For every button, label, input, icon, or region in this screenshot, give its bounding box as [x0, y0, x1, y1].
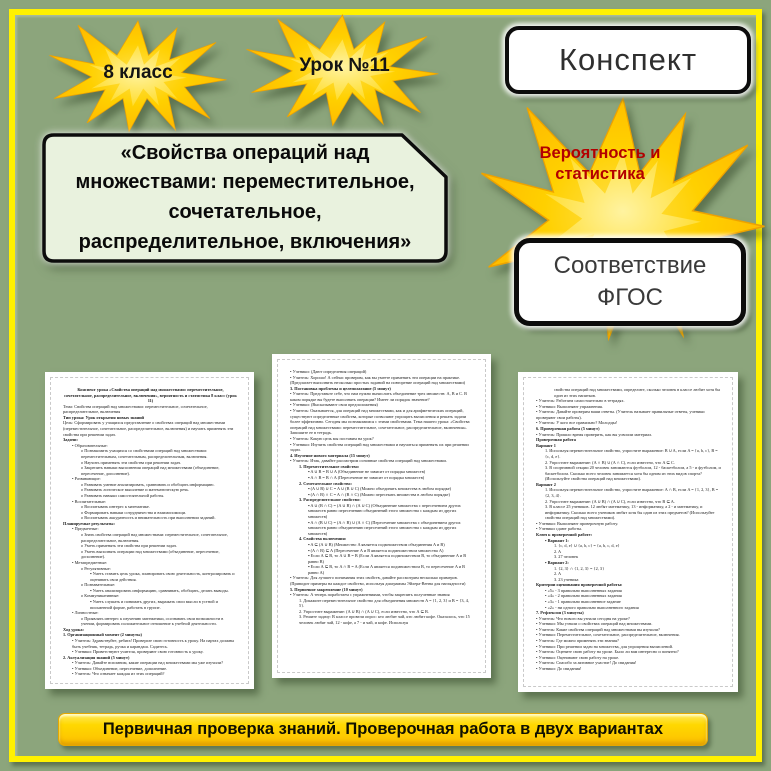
- lesson-title-box: [40, 131, 450, 265]
- page-text-line: • Ученики: (Дают определения операций): [290, 369, 367, 374]
- page-text-line: o Уметь применять эти свойства при решении задач.: [81, 543, 178, 549]
- page-text-line: ▪ A ⊆ (A ∪ B) (Множество A является подмножеством объединения A и B): [308, 541, 445, 547]
- page-text-line: • «3» - 1 правильно выполненное задание: [545, 598, 621, 604]
- page-text-line: Проверочная работа: [536, 437, 576, 443]
- page-text-line: o Уметь выполнять операции над множествами (объединение, пересечение, дополнение).: [81, 548, 220, 560]
- page-text-line: 1. Организационный момент (2 минуты): [63, 632, 142, 638]
- page-text-line: 3. 23 ученика: [554, 576, 579, 582]
- page-text-line: • Ученики: Объединение, пересечение, дополнение.: [72, 665, 168, 671]
- page-text-line: 7. Рефлексия (3 минуты): [536, 610, 584, 616]
- page-text-line: 3. Распределительное свойство:: [299, 497, 361, 503]
- bottom-banner-label: Первичная проверка знаний. Проверочная работа в двух вариантах: [102, 720, 664, 738]
- page-text-line: • Учитель: Представьте себе, что нам нужно вычислить объединение трех множеств: A, B и C. В каком порядке вы будете выполнять операции? Имеет ли порядок значение?: [290, 391, 467, 402]
- page-text-line: o Научить применять эти свойства при решении задач.: [81, 459, 182, 465]
- page-text-line: • Образовательные:: [72, 442, 108, 448]
- page-content: [277, 359, 486, 673]
- page-text-line: Вариант 2: [536, 481, 556, 487]
- page-text-line: 3. Решите задачу: В классе провели опрос: кто любит чай, кто любит кофе. Оказалось, что 15 человек любят чай, 12 - кофе, а 7 - и чай, и кофе. Используя: [299, 614, 470, 626]
- page-text-line: • Предметные:: [72, 526, 99, 532]
- page-text-line: 2. A: [554, 548, 562, 554]
- page-text-line: • Учитель: Где можно применять эти знания?: [536, 638, 619, 644]
- page-text-line: 1. {c, d, e} ∪ {a, b, c} = {a, b, c, d, e}: [554, 543, 620, 549]
- page-text-line: • Ученики: Мы узнали о свойствах операций над множествами.: [536, 621, 653, 627]
- lesson-badge-label: Урок №11: [299, 54, 390, 76]
- page-text-line: • Метапредметные:: [72, 559, 108, 565]
- page-text-line: o Закрепить навыки выполнения операций над множествами (объединение, пересечение, дополнение).: [81, 465, 220, 476]
- page-text-line: o Воспитывать аккуратность и внимательность при выполнении заданий.: [81, 515, 216, 521]
- page-text-line: • Учитель: Хорошо! А сейчас проверим, как вы умеете применять эти операции на практике. (Предлагает выполнить несколько простых заданий на повторение операций над множествами): [290, 374, 466, 386]
- page-text-line: • Учитель: Оцените свою работу на уроке. Было ли вам интересно и понятно?: [536, 649, 679, 655]
- page-text-line: • Ученики: Оценивают свою работу на уроке.: [536, 654, 620, 660]
- page-text-line: • Учитель: Работаем самостоятельно в тетрадях.: [536, 398, 625, 404]
- page-text-line: 6. Проверочная работа (5 минут): [536, 426, 600, 432]
- page-text-line: o Развивать навыки самостоятельной работы.: [81, 492, 165, 498]
- document-page-preview: [272, 354, 491, 678]
- page-text-line: • Личностные:: [72, 610, 99, 616]
- page-text-line: • Учитель: У кого все правильно? Молодцы!: [536, 420, 618, 426]
- page-text-line: • Ученики: Приветствуют учителя, проверяют свою готовность к уроку.: [72, 649, 204, 655]
- page-text-line: Ход урока:: [63, 626, 84, 632]
- page-text-line: o Познакомить учащихся со свойствами операций над множествами: переместительным, сочетательным, распределительным, включения.: [81, 448, 208, 459]
- page-text-line: o Развивать умение анализировать, сравнивать и обобщать информацию.: [81, 481, 215, 487]
- page-text-line: • Ученики: Выполняют проверочную работу.: [536, 520, 619, 526]
- page-text-line: • Учитель: Что нового вы узнали сегодня на уроке?: [536, 615, 630, 621]
- page-text-line: o Регулятивные:: [81, 565, 111, 571]
- page-text-line: ▪ A ∪ B = B ∪ A (Объединение не зависит от порядка множеств): [308, 469, 426, 475]
- page-text-line: Тема: Свойства операций над множествами: переместительное, сочетательное, распределительное, включения: [63, 403, 208, 415]
- page-text-line: 3. В классе 25 учеников. 12 любят математику, 13 - информатику, а 2 - и математику, и информатику. Сколько всего учеников любят хотя бы один из этих предметов? (Используйте свойства операций над множествами).: [545, 504, 715, 521]
- bottom-banner: [58, 713, 708, 746]
- page-text-line: o Познавательные:: [81, 582, 116, 588]
- page-text-line: ▪ Если A ⊆ B, то A ∩ B = A (Если A является подмножеством B, то пересечение A и B равно A): [308, 564, 466, 575]
- page-text-line: 3. 27 человек: [554, 554, 579, 560]
- page-text-line: 2. A: [554, 571, 562, 577]
- page-content: [523, 377, 733, 687]
- page-text-line: • Учитель: Давайте вспомним, какие операции над множествами мы уже изучили?: [72, 660, 224, 666]
- page-text-line: Критерии оценивания проверочной работы:: [536, 582, 623, 588]
- page-text-line: Планируемые результаты:: [63, 520, 115, 526]
- page-text-line: • Ученики: При решении задач на множества, для упрощения вычислений.: [536, 643, 673, 649]
- page-text-line: • Вариант 2:: [545, 559, 569, 565]
- lesson-badge: [245, 12, 440, 127]
- page-text-line: • Учитель: Оказывается, для операций над множествами, как и для арифметических операций, существуют определенные свойства, которые позволяют упрощать вычисления и решать задачи более эффективно. Сегодня мы познакомимся с этими свойствами. Тема нашего урока: «Свойства операций над множествами: переместительное, сочетательное, распределительное, включения». Запишите ее в тетрадь.: [290, 408, 470, 436]
- page-text-line: Вариант 1: [536, 442, 556, 448]
- page-text-line: • «2» - ни одного правильно выполненного задания: [545, 604, 639, 610]
- page-text-line: 2. Актуализация знаний (5 минут): [63, 654, 130, 660]
- konspekt-plaque: [505, 26, 751, 94]
- page-text-line: ▪ (A ∪ B) ∪ C = A ∪ (B ∪ C) (Можно объединять множества в любом порядке): [308, 486, 452, 492]
- page-text-line: 2. Упростите выражение: (A ∪ B) ∩ (A ∪ C), если известно, что A ⊆ B.: [299, 608, 429, 614]
- page-text-line: Ключ к проверочной работе:: [536, 532, 593, 538]
- page-text-line: • Учитель: Что означает каждая из этих операций?: [72, 671, 165, 677]
- page-text-line: • Ученики: Изучить свойства операций над множествами и научиться применять их при решении задач.: [290, 441, 469, 453]
- page-text-line: o Воспитывать интерес к математике.: [81, 504, 150, 510]
- lesson-title: «Свойства операций над множествами: переместительное, сочетательное, распределительное, включения»: [75, 141, 415, 253]
- page-text-line: ▪ Уметь ставить цель урока, планировать свою деятельность, контролировать и оценивать свои действия.: [90, 571, 235, 582]
- page-text-line: Цель: Сформировать у учащихся представление о свойствах операций над множествами (переместительное, сочетательное, распределительное, включения) и научить применять эти свойства при решении задач.: [63, 420, 234, 437]
- page-text-line: • Учитель: Какую цель мы поставим на урок?: [290, 435, 374, 441]
- page-text-line: 4. Изучение нового материала (15 минут): [290, 452, 370, 458]
- page-text-line: o Формировать навыки сотрудничества и взаимопомощи.: [81, 509, 187, 515]
- page-text-line: ▪ A ∩ B = B ∩ A (Пересечение не зависит от порядка множеств): [308, 474, 425, 480]
- page-text-line: 1. Докажите переместительное свойство для объединения множеств A = {1, 2, 3} и B = {3, 4, 5}.: [299, 597, 469, 609]
- page-text-line: • Учитель: Здравствуйте, ребята! Проверьте свою готовность к уроку. На партах должны быть учебник, тетрадь, ручка и карандаш. Садитесь.: [72, 638, 235, 649]
- document-page-preview: [518, 372, 738, 692]
- grade-badge-label: 8 класс: [103, 61, 173, 83]
- page-text-line: o Проявлять интерес к изучению математики, осознавать свои возможности в учении, формировать положительное отношение к учебной деятельности.: [81, 615, 224, 627]
- page-text-line: 2. Сочетательное свойство:: [299, 480, 352, 486]
- fgos-label: Соответствие ФГОС: [553, 251, 707, 311]
- page-text-line: • Учитель: Итак, давайте рассмотрим основные свойства операций над множествами.: [290, 458, 447, 464]
- page-text-line: 1. Используя переместительное свойство, упростите выражение: A ∩ B, если A = {1, 2, 3}, B = {2, 3, 4}.: [545, 487, 719, 498]
- page-text-line: ▪ Уметь слушать и понимать других, выражать свои мысли в устной и письменной форме, работать в группе.: [90, 598, 218, 610]
- page-text-line: • «4» - 2 правильно выполненных задания: [545, 593, 622, 599]
- page-text-line: • «5» - 3 правильно выполненных задания: [545, 587, 622, 593]
- page-text-line: ▪ Если A ⊆ B, то A ∪ B = B (Если A является подмножеством B, то объединение A и B равно B): [308, 553, 467, 564]
- page-text-line: o Знать свойства операций над множествами: переместительное, сочетательное, распределительное, включения.: [81, 532, 228, 543]
- page-text-line: ▪ (A ∩ B) ⊆ A (Пересечение A и B является подмножеством множества A): [308, 547, 444, 553]
- page-text-line: • Учитель: Пришло время проверить, как вы усвоили материал.: [536, 431, 653, 437]
- page-text-line: ▪ A ∪ (B ∩ C) = (A ∪ B) ∩ (A ∪ C) (Объединение множества с пересечением других множеств равно пересечению объединений этого множества с каждым из других множеств): [308, 502, 461, 520]
- fgos-plaque: [514, 238, 746, 326]
- page-text-line: Задачи:: [63, 437, 78, 443]
- page-text-line: • Ученики: Переместительное, сочетательное, распределительное, включения.: [536, 632, 680, 638]
- page-text-line: ▪ (A ∩ B) ∩ C = A ∩ (B ∩ C) (Можно пересекать множества в любом порядке): [308, 491, 450, 497]
- page-text-line: • Ученики: Выполняют упражнения.: [536, 403, 603, 409]
- page-text-line: 3. В спортивной секции 20 человек занимаются футболом, 12 - баскетболом, а 5 - и футболом, и баскетболом. Сколько всего человек занимается хотя бы одним из этих видов спорта? (Используйте свойства операций над множествами).: [545, 465, 721, 482]
- page-text-line: • Воспитательные:: [72, 498, 107, 504]
- page-text-line: • Ученики сдают работы.: [536, 526, 583, 532]
- page-text-line: ▪ Уметь анализировать информацию, сравнивать, обобщать, делать выводы.: [90, 587, 229, 593]
- document-page-preview: [45, 372, 254, 689]
- page-text-line: 1. Переместительное свойство:: [299, 463, 360, 469]
- page-text-line: o Коммуникативные:: [81, 593, 120, 599]
- page-text-line: • Учитель: Давайте проверим ваши ответы. (Учитель называет правильные ответы, ученики проверяют свои работы).: [536, 409, 705, 420]
- page-text-line: 5. Первичное закрепление (10 минут): [290, 586, 363, 592]
- page-text-line: 1. {2, 3} ∩ {1, 2, 3} = {2, 3}: [554, 565, 605, 571]
- grade-badge: [48, 18, 228, 133]
- page-text-line: • Развивающие:: [72, 476, 101, 482]
- subject-badge-label: Вероятность и статистика: [539, 144, 661, 183]
- page-text-line: ▪ A ∩ (B ∪ C) = (A ∩ B) ∪ (A ∩ C) (Пересечение множества с объединением других множеств равно объединению пересечений этого множества с каждым из других множеств): [308, 519, 461, 536]
- page-text-line: 4. Свойства включения:: [299, 536, 347, 542]
- page-text-line: o Развивать логическое мышление и математическую речь.: [81, 487, 190, 493]
- konspekt-label: Конспект: [558, 42, 698, 77]
- page-text-line: • Вариант 1:: [545, 537, 569, 543]
- page-text-line: • Ученики: До свидания!: [536, 665, 582, 671]
- page-text-line: • Ученики: (Высказывают свои предположения): [290, 402, 378, 408]
- page-content: [50, 377, 249, 684]
- page-text-line: 2. Упростите выражение: (A ∪ B) ∩ (A ∪ C), если известно, что B ⊆ A.: [545, 498, 675, 504]
- page-text-line: • Учитель: Спасибо за активное участие! До свидания!: [536, 660, 637, 666]
- page-text-line: • Учитель: А теперь поработаем с упражнениями, чтобы закрепить полученные знания: [290, 592, 450, 598]
- page-text-line: Конспект урока «Свойства операций над множествами: переместительное, сочетательное, распределительное, включения», вероятность и статистика 8 класс (урок 11): [64, 387, 237, 404]
- page-text-line: 2. Упростите выражение: (A ∩ B) ∪ (A ∩ C), если известно, что A ⊆ C.: [545, 459, 675, 465]
- page-text-line: Тип урока: Урок открытия новых знаний: [63, 414, 145, 420]
- page-text-line: • Учитель: Для лучшего понимания этих свойств, давайте рассмотрим несколько примеров. (Приводит примеры на каждое свойство, используя диаграммы Эйлера-Венна для наглядности): [290, 575, 466, 586]
- page-text-line: • Учитель: Какие свойства операций над множествами вы изучили?: [536, 626, 660, 632]
- page-text-line: 3. Постановка проблемы и целеполагание (5 минут): [290, 385, 391, 391]
- page-text-line: свойства операций над множествами, определите, сколько человек в классе любит хотя бы один из этих напитков.: [554, 387, 721, 398]
- page-text-line: 1. Используя переместительное свойство, упростите выражение: B ∪ A, если A = {a, b, c}, B = {c, d, e}.: [545, 448, 718, 459]
